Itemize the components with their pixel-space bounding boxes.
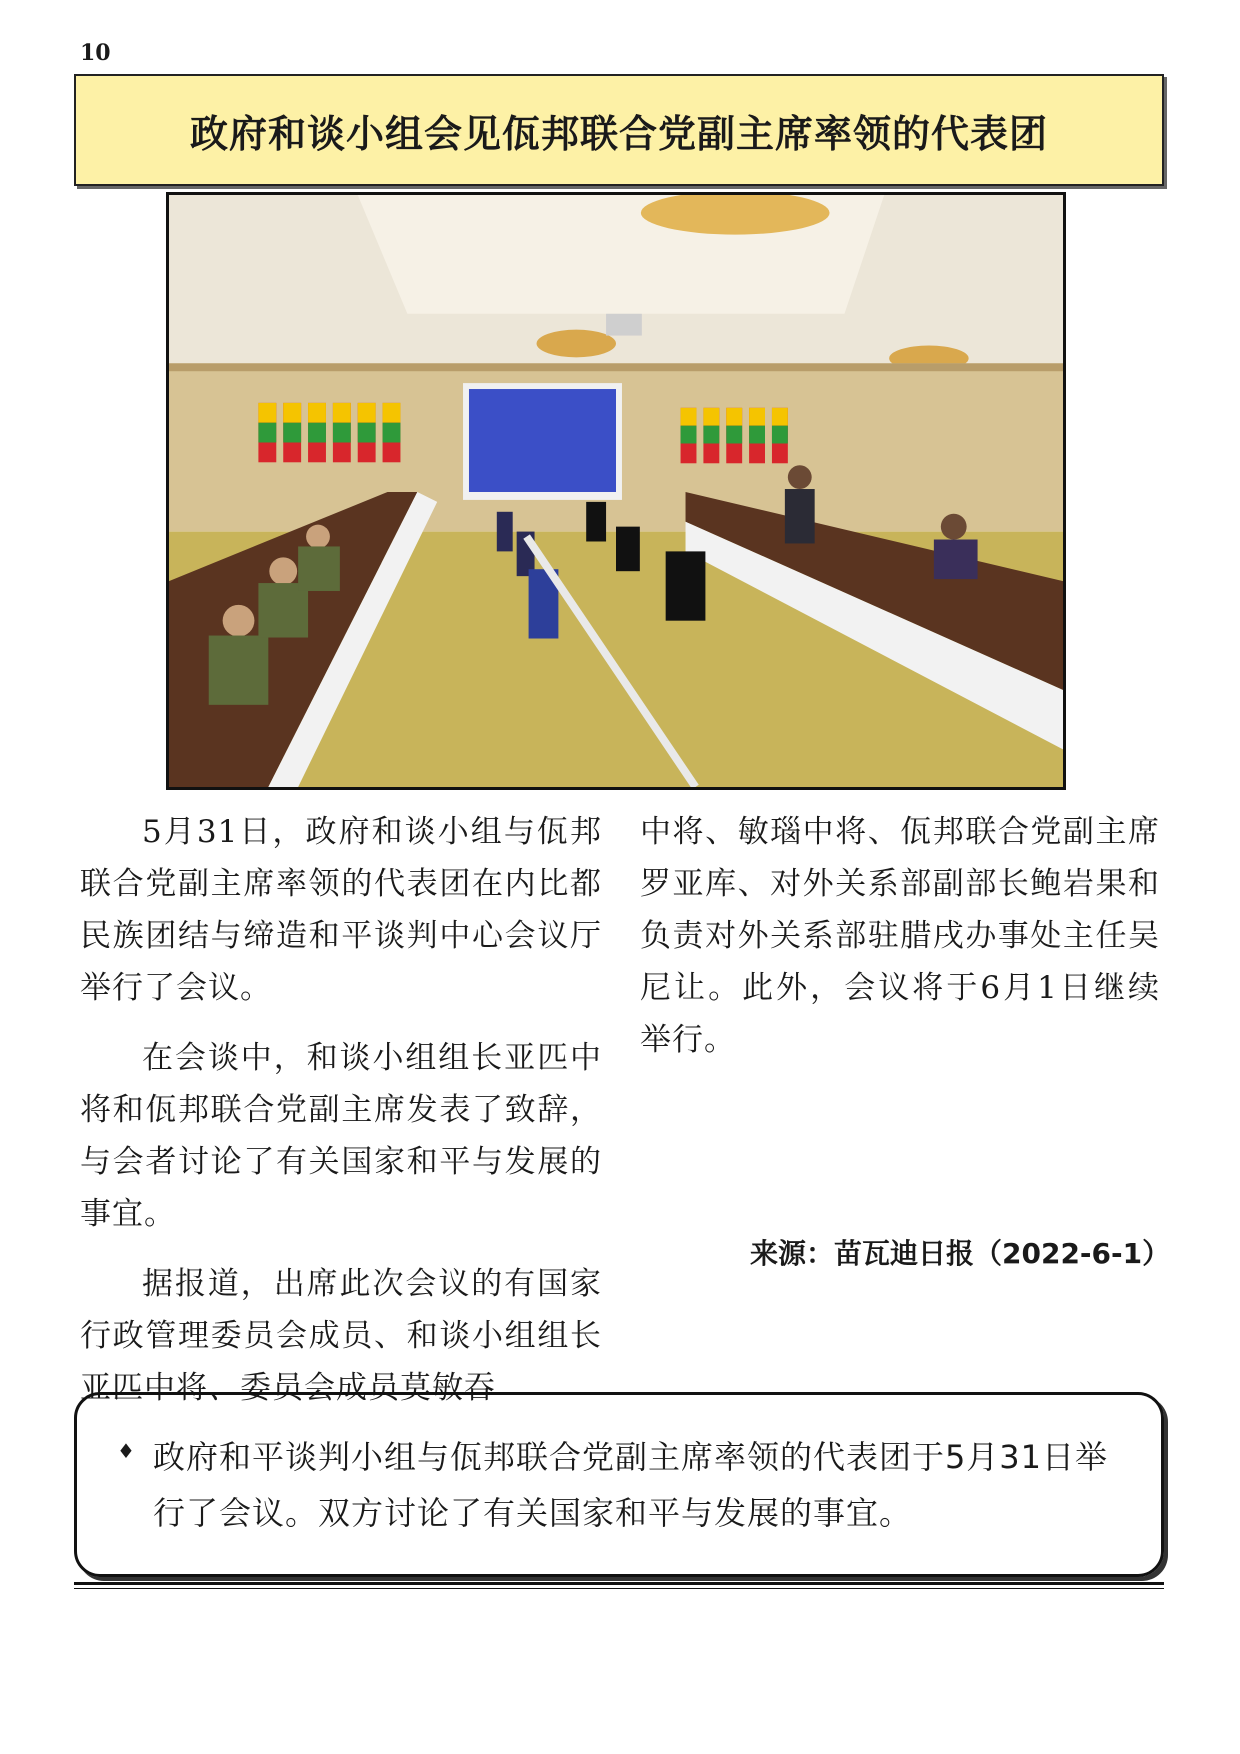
source-line: 来源：苗瓦迪日报（2022-6-1）	[750, 1237, 1171, 1270]
meeting-room-illustration	[169, 195, 1063, 787]
page-number: 10	[80, 40, 111, 66]
article-left-column	[80, 806, 602, 1432]
article-title: 政府和谈小组会见佤邦联合党副主席率领的代表团	[189, 111, 1048, 156]
article-right-column	[640, 806, 1160, 1084]
meeting-photo	[166, 192, 1066, 790]
paragraph-1: 5月31日，政府和谈小组与佤邦联合党副主席率领的代表团在内比都民族团结与缔造和平谈判中心会议厅举行了会议。	[80, 814, 602, 1006]
paragraph-3-continued: 中将、敏瑙中将、佤邦联合党副主席罗亚库、对外关系部副部长鲍岩果和负责对外关系部驻腊戌办事处主任吴尼让。此外，会议将于6月1日继续举行。	[640, 814, 1160, 1058]
bottom-divider-thin	[74, 1588, 1164, 1589]
bottom-divider	[74, 1582, 1164, 1585]
projection-screen	[469, 389, 616, 492]
title-banner	[74, 74, 1164, 186]
paragraph-3: 据报道，出席此次会议的有国家行政管理委员会成员、和谈小组组长亚匹中将、委员会成员莫敏吞	[80, 1266, 602, 1406]
summary-text: 政府和平谈判小组与佤邦联合党副主席率领的代表团于5月31日举行了会议。双方讨论了有关国家和平与发展的事宜。	[152, 1438, 1109, 1532]
summary-box	[74, 1392, 1164, 1577]
diamond-bullet-icon: ♦	[117, 1439, 135, 1463]
paragraph-2: 在会谈中，和谈小组组长亚匹中将和佤邦联合党副主席发表了致辞，与会者讨论了有关国家和平与发展的事宜。	[80, 1040, 602, 1232]
